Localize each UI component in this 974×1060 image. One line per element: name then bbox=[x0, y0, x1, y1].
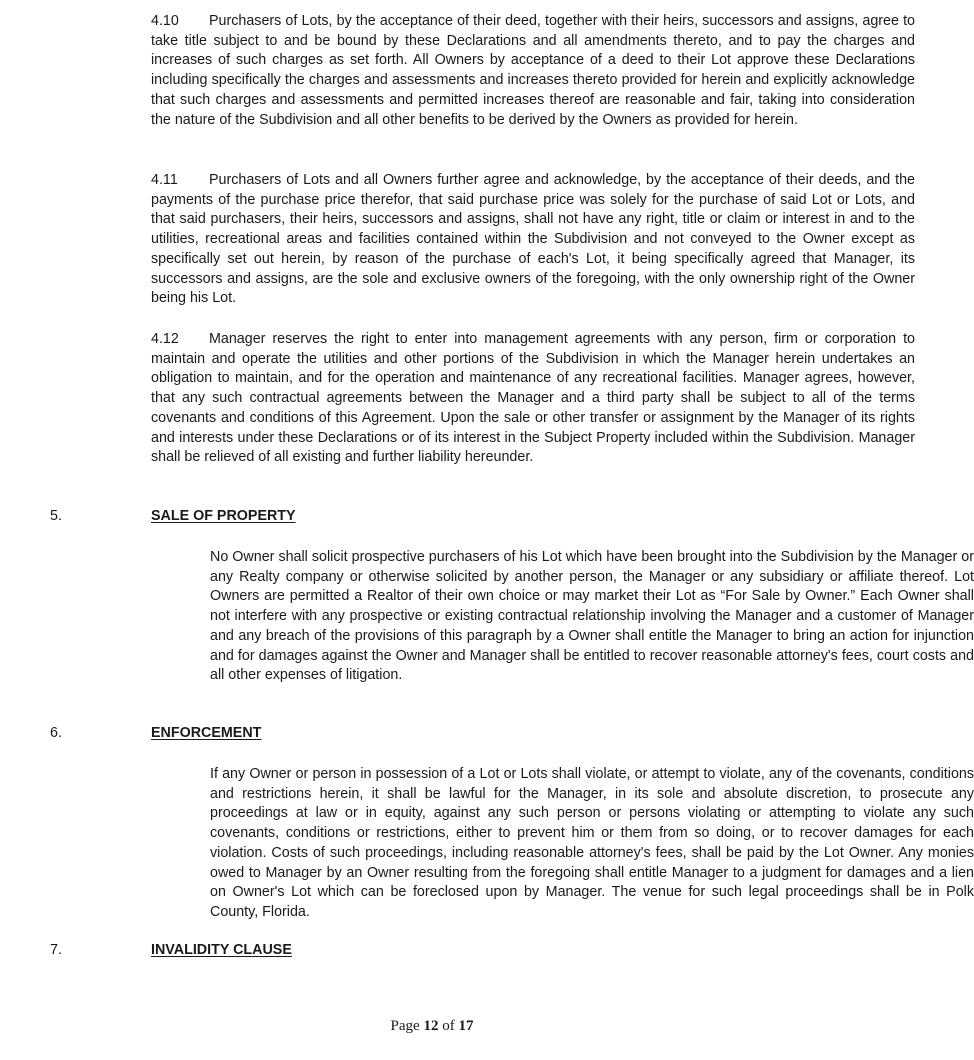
paragraph-number: 4.12 bbox=[151, 331, 179, 347]
paragraph-text: Purchasers of Lots and all Owners further agree and acknowledge, by the acceptance of their deeds, and the payments of the purchase price therefor, that said purchase price was solely for the purchase of said Lot or Lots, and that said purchasers, their heirs, successors and assigns, shall not have any right, title or claim or interest in and to the utilities, recreational areas and facilities contained within the Subdivision and not conveyed to the Owner except as specifically set out herein, by reason of the purchase of each's Lot, it being specifically agreed that Manager, its successors and assigns, are the sole and exclusive owners of the foregoing, with the only ownership right of the Owner being his Lot. bbox=[151, 172, 915, 307]
section-5-body: No Owner shall solicit prospective purchasers of his Lot which have been brought into the Subdivision by the Manager or any Realty company or otherwise solicited by another person, the Manager or any subsidiary or affiliate thereof. Lot Owners are permitted a Realtor of their own choice or may market their Lot as “For Sale by Owner.” Each Owner shall not interfere with any prospective or existing contractual relationship involving the Manager and a customer of Manager and any breach of the provisions of this paragraph by a Owner shall entitle the Manager to bring an action for injunction and for damages against the Owner and Manager shall be entitled to recover reasonable attorney's fees, court costs and all other expenses of litigation. bbox=[210, 549, 974, 684]
section-number: 5. bbox=[50, 508, 62, 524]
section-title: INVALIDITY CLAUSE bbox=[151, 942, 292, 958]
section-6-body: If any Owner or person in possession of a Lot or Lots shall violate, or attempt to violate, any of the covenants, conditions and restrictions herein, it shall be lawful for the Manager, in its sole and absolute discretion, to prosecute any proceedings at law or in equity, against any such person or persons violating or attempting to violate any such covenants, conditions or restrictions, either to prevent him or them from so doing, or to recover damages for each violation. Costs of such proceedings, including reasonable attorney's fees, shall be paid by the Lot Owner. Any monies owed to Manager by an Owner resulting from the foregoing shall entitle Manager to a judgment for damages and a lien on Owner's Lot which can be foreclosed upon by Manager. The venue for such legal proceedings shall be in Polk County, Florida. bbox=[210, 766, 974, 920]
paragraph-4-11 bbox=[50, 171, 915, 309]
paragraph-4-10 bbox=[50, 12, 915, 130]
page-current: 12 bbox=[423, 1018, 439, 1034]
page-total: 17 bbox=[458, 1018, 474, 1034]
page-of: of bbox=[442, 1018, 455, 1034]
paragraph-number: 4.11 bbox=[151, 172, 178, 188]
page-label: Page bbox=[390, 1018, 420, 1034]
page-footer bbox=[0, 1018, 864, 1035]
section-number: 6. bbox=[50, 725, 62, 741]
paragraph-text: Manager reserves the right to enter into management agreements with any person, firm or corporation to maintain and operate the utilities and other portions of the Subdivision in which the Manager herein undertakes an obligation to maintain, and for the operation and maintenance of any recreational facilities. Manager agrees, however, that any such contractual agreements between the Manager and a third party shall be subject to all of the terms covenants and conditions of this Agreement. Upon the sale or other transfer or assignment by the Manager of its rights and interests under these Declarations or of its interest in the Subject Property included within the Subdivision. Manager shall be relieved of all existing and further liability hereunder. bbox=[151, 331, 915, 466]
paragraph-number: 4.10 bbox=[151, 13, 179, 29]
section-title: ENFORCEMENT bbox=[151, 725, 262, 741]
section-title: SALE OF PROPERTY bbox=[151, 508, 296, 524]
paragraph-4-12 bbox=[50, 330, 915, 468]
paragraph-text: Purchasers of Lots, by the acceptance of their deed, together with their heirs, successors and assigns, agree to take title subject to and be bound by these Declarations and all amendments thereto, and to pay the charges and increases of such charges as set forth. All Owners by acceptance of a deed to their Lot approve these Declarations including specifically the charges and assessments and increases thereto provided for herein and explicitly acknowledge that such charges and assessments and permitted increases thereof are reasonable and fair, taking into consideration the nature of the Subdivision and all other benefits to be derived by the Owners as provided for herein. bbox=[151, 13, 915, 128]
section-number: 7. bbox=[50, 942, 62, 958]
